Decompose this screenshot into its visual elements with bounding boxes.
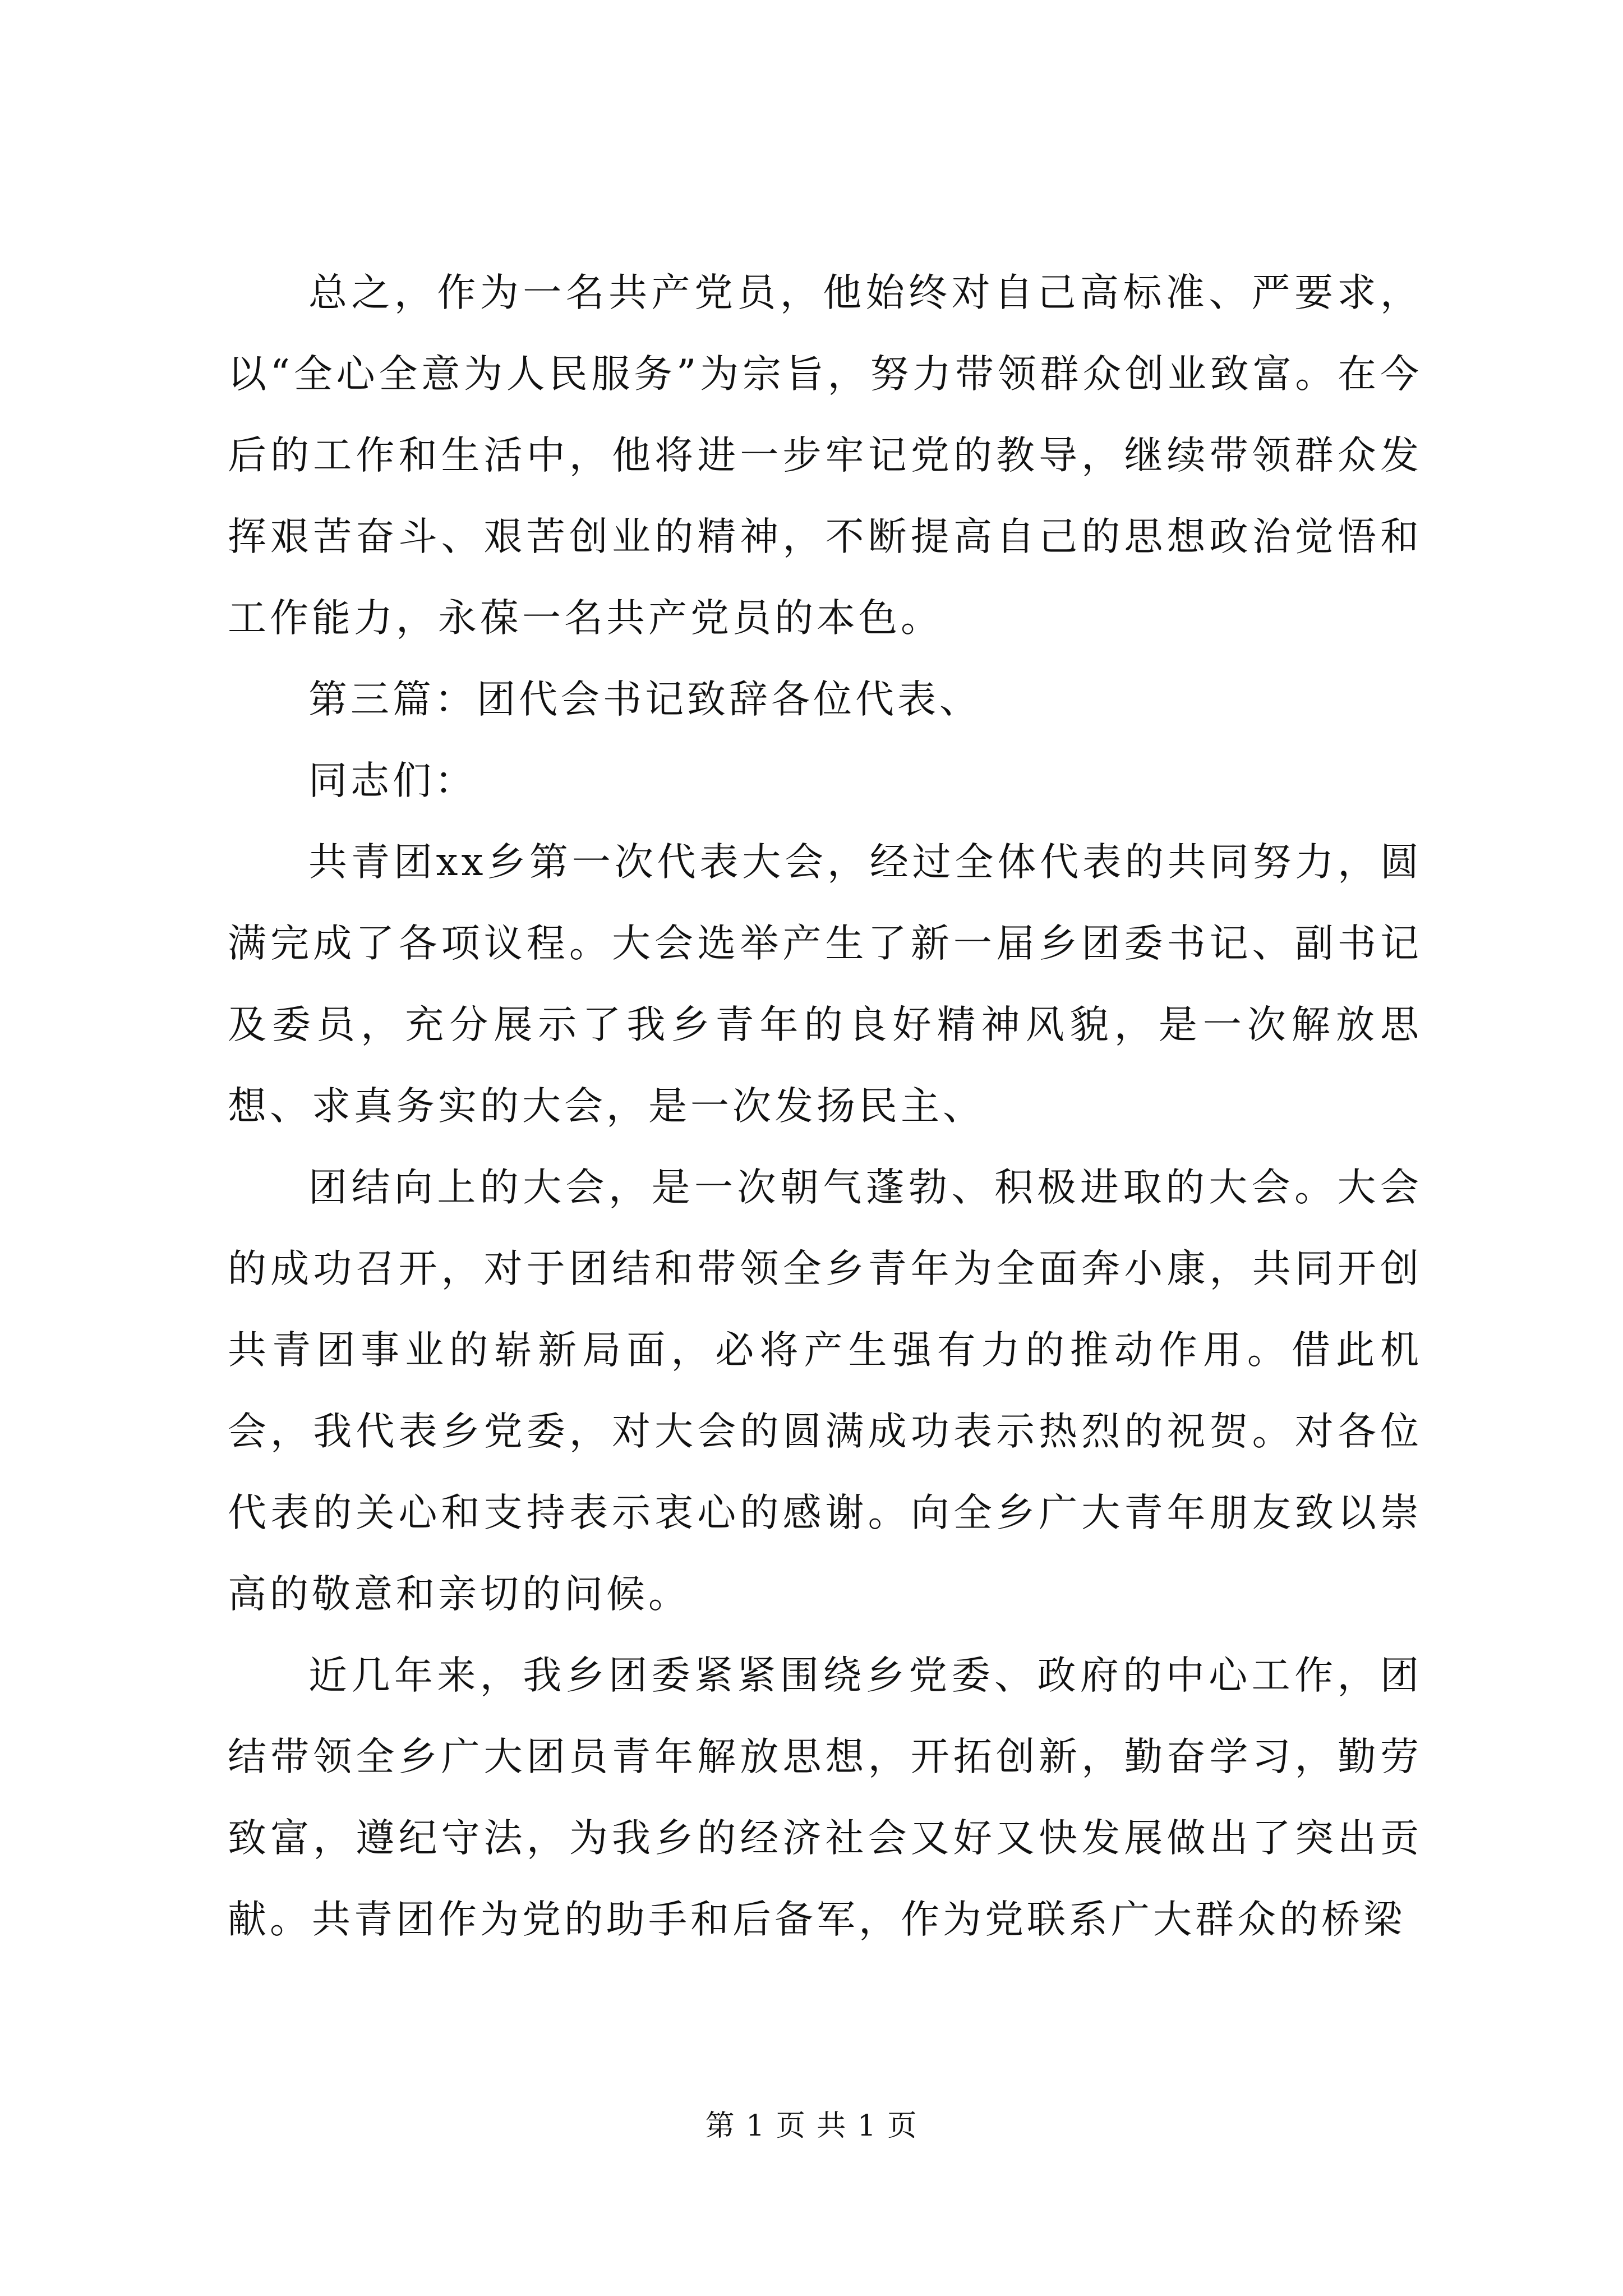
salutation: 同志们： <box>308 758 477 803</box>
document-body <box>228 252 1422 1961</box>
paragraph-recent-years: 近几年来，我乡团委紧紧围绕乡党委、政府的中心工作，团结带领全乡广大团员青年解放思想，开拓创新，勤奋学习，勤劳致富，遵纪守法，为我乡的经济社会又好又快发展做出了突出贡献。共青团作为党的助手和后备军，作为党联系广大群众的桥梁 <box>228 1653 1422 1942</box>
section-heading: 第三篇：团代会书记致辞各位代表、 <box>308 677 981 722</box>
paragraph-conclusion: 总之，作为一名共产党员，他始终对自己高标准、严要求，以“全心全意为人民服务”为宗旨，努力带领群众创业致富。在今后的工作和生活中，他将进一步牢记党的教导，继续带领群众发挥艰苦奋斗、艰苦创业的精神，不断提高自己的思想政治觉悟和工作能力，永葆一名共产党员的本色。 <box>228 270 1422 641</box>
page-number-footer: 第 1 页 共 1 页 <box>705 2109 918 2143</box>
paragraph-unity: 团结向上的大会，是一次朝气蓬勃、积极进取的大会。大会的成功召开，对于团结和带领全乡青年为全面奔小康，共同开创共青团事业的崭新局面，必将产生强有力的推动作用。借此机会，我代表乡党委，对大会的圆满成功表示热烈的祝贺。对各位代表的关心和支持表示衷心的感谢。向全乡广大青年朋友致以崇高的敬意和亲切的问候。 <box>228 1165 1422 1617</box>
paragraph-congress: 共青团xx乡第一次代表大会，经过全体代表的共同努力，圆满完成了各项议程。大会选举产生了新一届乡团委书记、副书记及委员，充分展示了我乡青年的良好精神风貌，是一次解放思想、求真务实的大会，是一次发扬民主、 <box>228 840 1422 1129</box>
